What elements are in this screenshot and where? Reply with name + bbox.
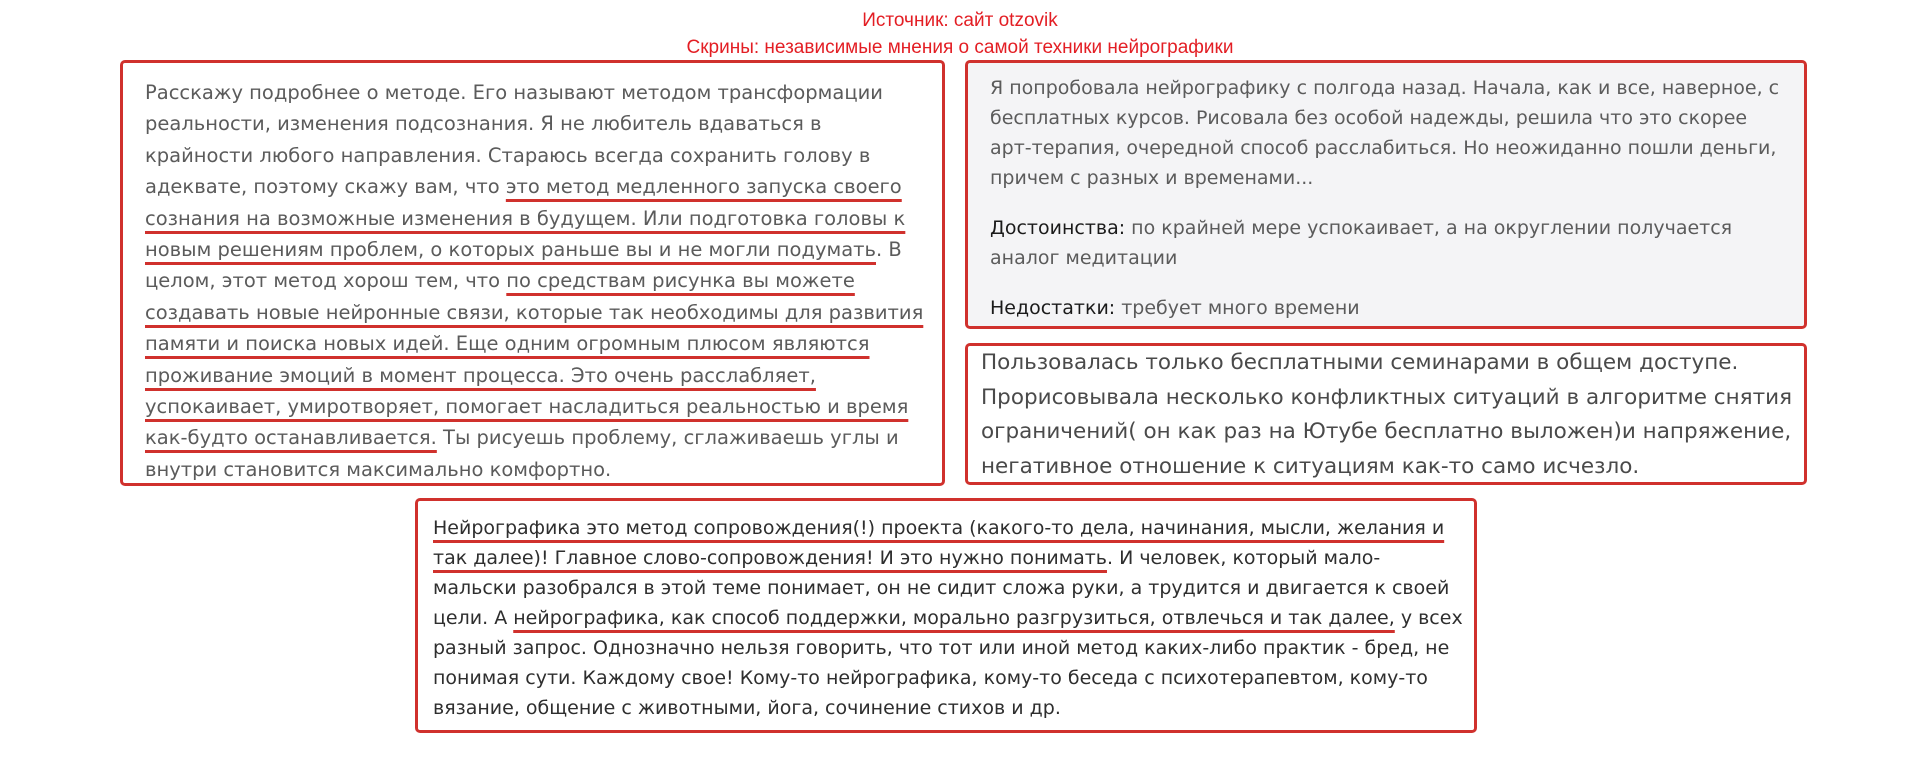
review-2-pros — [990, 213, 1790, 273]
review-2-text — [990, 73, 1790, 343]
source-caption: Источник: сайт otzovik — [862, 10, 1058, 31]
review-4-part-2: у всех разный запрос. Однозначно нельзя говорить, что тот или иной метод каких-либо практик - бред, не понимая сути. Каждому свое! Кому-то нейрографика, кому-то беседа с психотерапевтом, кому-то вязание, общение с животными, йога, сочинение стихов и др. — [433, 607, 1463, 719]
review-1-highlight-2: по средствам рисунка вы можете создавать новые нейронные связи, которые так необходимы для развития памяти и поиска новых идей. Еще одним огромным плюсом являются проживание эмоций в момент процесса. Это очень расслабляет, успокаивает, умиротворяет, помогает насладиться реальностью и время как-будто останавливается. — [145, 269, 924, 450]
review-4-text — [433, 513, 1463, 723]
pros-text: по крайней мере успокаивает, а на округлении получается аналог медитации — [990, 217, 1733, 269]
review-4-highlight-2: нейрографика, как способ поддержки, морально разгрузиться, отвлечься и так далее, — [513, 607, 1395, 629]
pros-label: Достоинства: — [990, 217, 1126, 239]
cons-label: Недостатки: — [990, 297, 1116, 319]
review-card-1 — [120, 60, 945, 486]
review-card-3 — [965, 343, 1807, 485]
review-4-highlight-1: Нейрографика это метод сопровождения(!) проекта (какого-то дела, начинания, мысли, желания и так далее)! Главное слово-сопровождения! И это нужно понимать — [433, 517, 1445, 569]
review-1-highlight-1: это метод медленного запуска своего сознания на возможные изменения в будущем. Или подготовка головы к новым решениям проблем, о которых раньше вы и не могли подумать — [145, 175, 906, 262]
review-2-body: Я попробовала нейрографику с полгода назад. Начала, как и все, наверное, с бесплатных курсов. Рисовала без особой надежды, решила что это скорее арт-терапия, очередной способ расслабиться. Но неожиданно пошли деньги, причем с разных и временами... — [990, 77, 1780, 189]
cons-text: требует много времени — [1115, 297, 1360, 319]
screens-caption: Скрины: независимые мнения о самой техники нейрографики — [686, 37, 1234, 58]
review-card-2 — [965, 60, 1807, 329]
review-card-4 — [415, 498, 1477, 733]
review-1-part-1: Расскажу подробнее о методе. Его называют методом трансформации реальности, изменения подсознания. Я не любитель вдаваться в крайности любого направления. Стараюсь всегда сохранить голову в адеквате, поэтому скажу вам, что — [145, 81, 883, 199]
review-1-part-3: Ты рисуешь проблему, сглаживаешь углы и внутри становится максимально комфортно. — [145, 426, 899, 481]
review-1-part-2: . В целом, этот метод хорош тем, что — [145, 238, 902, 293]
review-3-text: Пользовалась только бесплатными семинарами в общем доступе. Прорисовывала несколько конфликтных ситуаций в алгоритме снятия ограничений( он как раз на Ютубе бесплатно выложен)и напряжение, негативное отношение к ситуациям как-то само исчезло. — [981, 350, 1793, 479]
review-1-text — [145, 77, 935, 485]
review-4-part-1: . И человек, который мало-мальски разобрался в этой теме понимает, он не сидит сложа руки, а трудится и двигается к своей цели. А — [433, 547, 1450, 629]
review-2-cons — [990, 293, 1790, 323]
